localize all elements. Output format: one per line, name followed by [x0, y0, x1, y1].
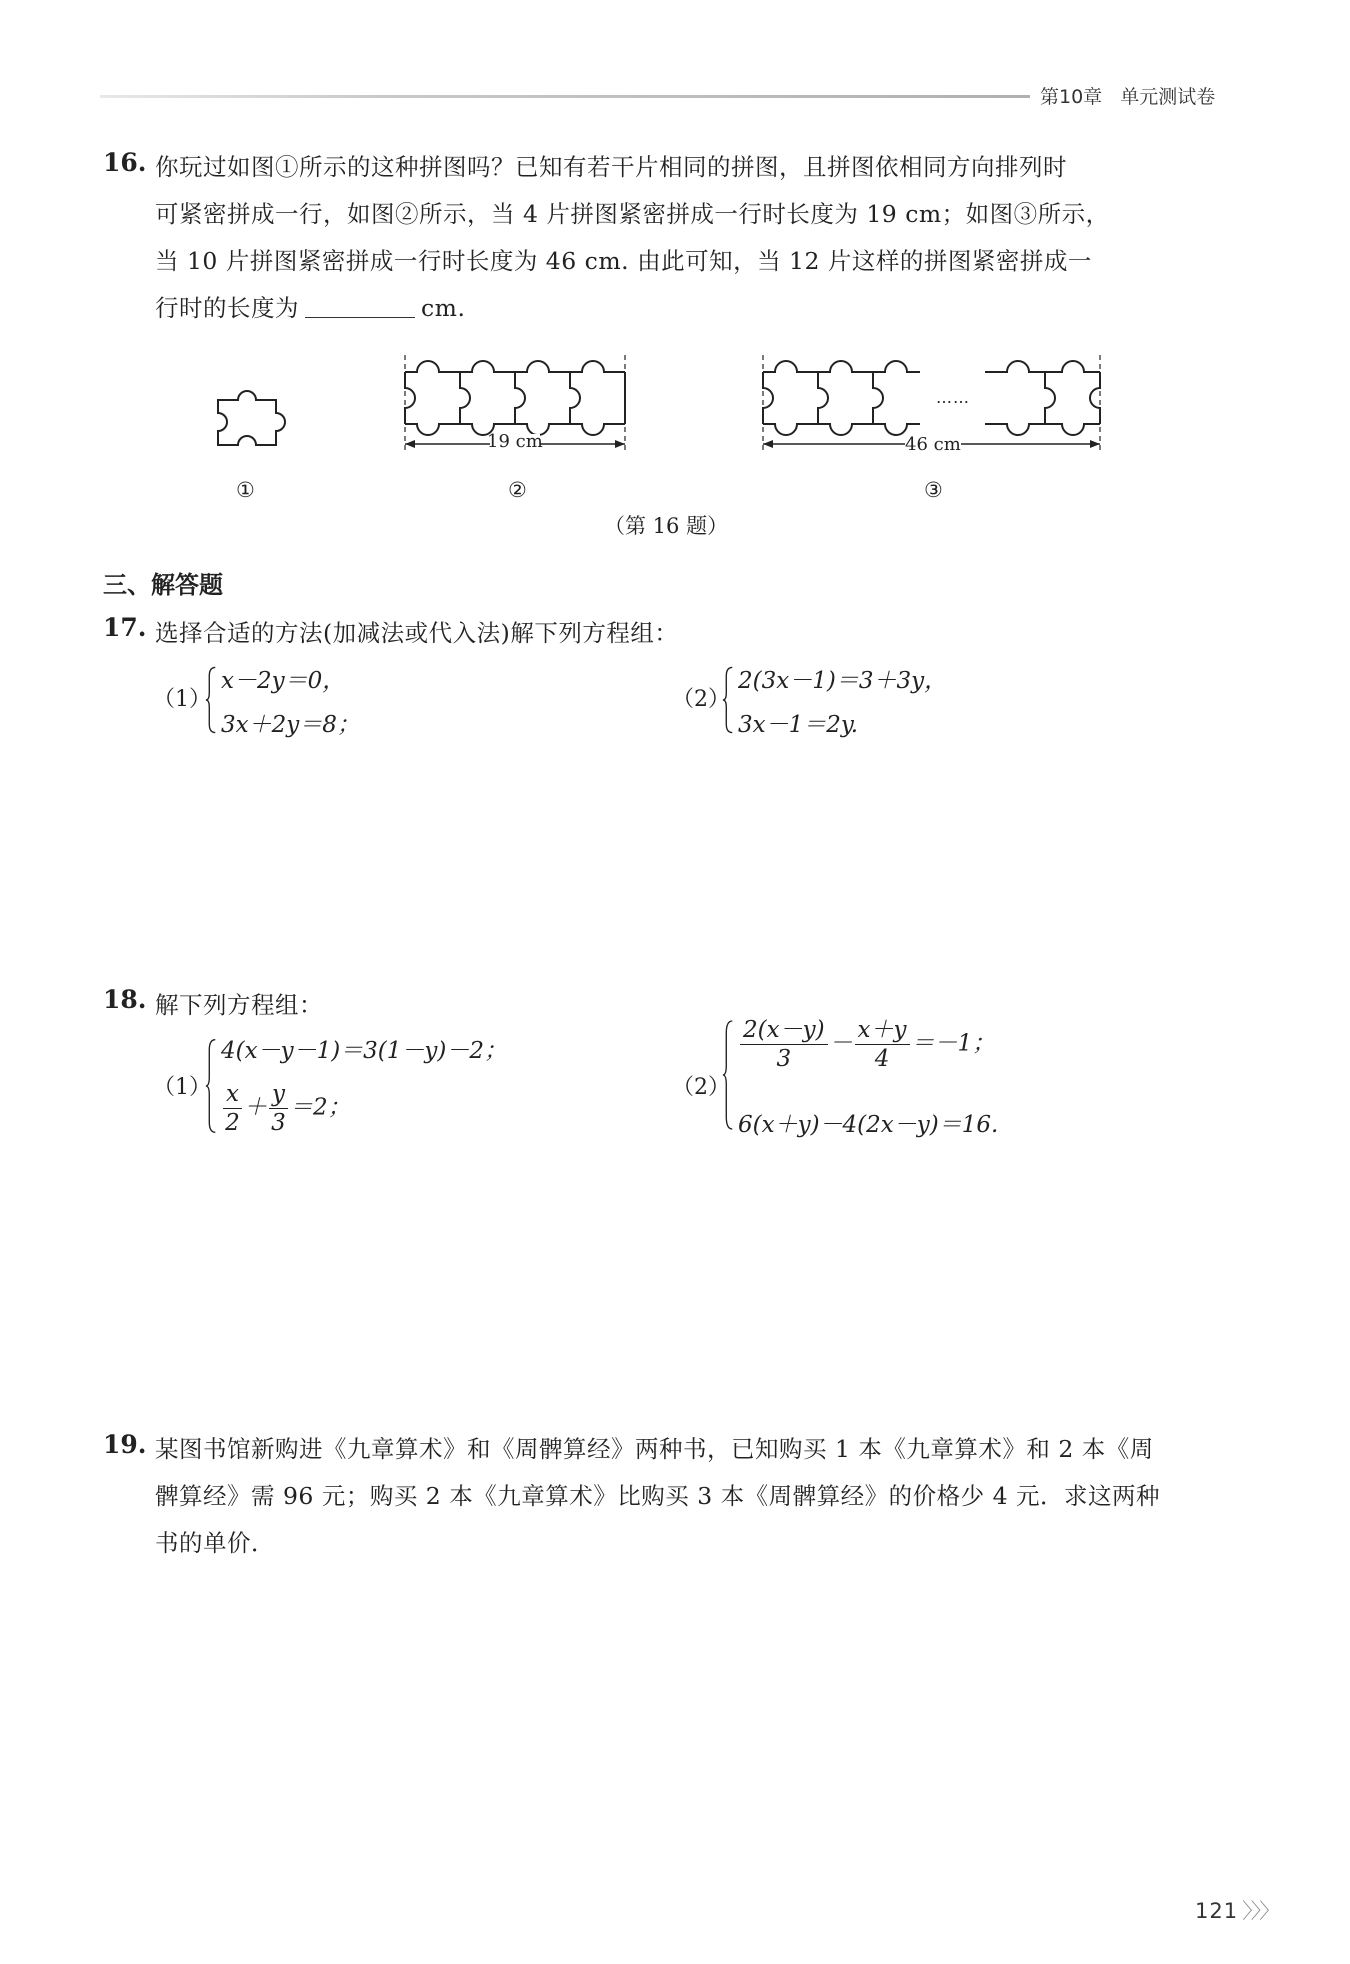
section-title: 三、解答题: [103, 571, 223, 599]
numerator: x: [223, 1080, 242, 1109]
q17-part1-label: （1）: [153, 687, 211, 712]
chapter-label: 第10章: [1040, 86, 1103, 108]
figure-label-3: ③: [924, 478, 943, 502]
rhs: ＝－1；: [911, 1030, 996, 1057]
q18-p1-eq1: 4(x－y－1)＝3(1－y)－2；: [221, 1038, 508, 1064]
puzzle-piece-figure-1: [200, 385, 300, 465]
q19-line-3: 书的单价．: [155, 1529, 275, 1557]
brace-icon: [722, 1010, 734, 1140]
brace-icon: [722, 660, 734, 740]
question-17-stem: [155, 610, 678, 657]
brace-icon: [205, 660, 217, 740]
q17-p1-eq1: x－2y＝0，: [221, 668, 346, 694]
q18-p2-eq1: [738, 1016, 995, 1073]
question-16-text: [155, 144, 1110, 332]
page-number: [1195, 1895, 1278, 1925]
rhs: ＝2；: [289, 1094, 351, 1121]
question-17-number: 17.: [103, 613, 147, 642]
q17-part2-label: （2）: [672, 687, 730, 712]
fraction: [855, 1016, 910, 1073]
brace-icon: [205, 1030, 217, 1142]
q16-unit: cm.: [421, 294, 466, 322]
q16-line-1: 你玩过如图①所示的这种拼图吗？已知有若干片相同的拼图，且拼图依相同方向排列时: [155, 153, 1067, 181]
denominator: 4: [874, 1046, 890, 1072]
numerator: 2(x－y): [740, 1016, 828, 1045]
question-19-number: 19.: [103, 1430, 147, 1459]
minus-sign: －: [829, 1030, 853, 1057]
q17-stem-text: 选择合适的方法(加减法或代入法)解下列方程组：: [155, 619, 679, 647]
chapter-title: 单元测试卷: [1120, 86, 1216, 108]
q17-p2-eq2: 3x－1＝2y.: [738, 712, 859, 738]
q18-part2-system: [722, 1010, 1142, 1140]
q19-line-2: 髀算经》需 96 元；购买 2 本《九章算术》比购买 3 本《周髀算经》的价格少 4 元．求这两种: [155, 1482, 1161, 1510]
denominator: 3: [776, 1046, 792, 1072]
ellipsis: ……: [936, 388, 970, 407]
running-head: [1040, 82, 1215, 109]
numerator: x＋y: [855, 1016, 910, 1045]
fraction: [269, 1080, 288, 1137]
header-rule: [100, 95, 1030, 98]
plus-sign: ＋: [243, 1094, 267, 1121]
dimension-46cm: 46 cm: [905, 434, 961, 455]
q18-part1-system: [205, 1030, 605, 1142]
figure-caption: （第 16 题）: [604, 514, 729, 538]
q18-part2-label: （2）: [672, 1075, 730, 1100]
q17-p2-eq1: 2(3x－1)＝3＋3y，: [738, 668, 948, 694]
numerator: y: [269, 1080, 288, 1109]
answer-blank[interactable]: [305, 291, 415, 318]
q17-part2-system: [722, 660, 1062, 740]
question-19-text: [155, 1426, 1160, 1567]
dimension-19cm: 19 cm: [487, 431, 543, 452]
q16-line-2: 可紧密拼成一行，如图②所示，当 4 片拼图紧密拼成一行时长度为 19 cm；如图③所示，: [155, 200, 1110, 228]
q16-line-3: 当 10 片拼图紧密拼成一行时长度为 46 cm. 由此可知，当 12 片这样的拼图紧密拼成一: [155, 247, 1092, 275]
chevron-right-icon: 〉〉〉: [1242, 1899, 1279, 1923]
fraction: [740, 1016, 828, 1073]
q18-p1-eq2: [221, 1080, 351, 1137]
q16-line-4: 行时的长度为: [155, 294, 299, 322]
q18-stem-text: 解下列方程组：: [155, 991, 323, 1019]
q17-part1-system: [205, 660, 505, 740]
question-16-number: 16.: [103, 148, 147, 177]
q18-part1-label: （1）: [153, 1075, 211, 1100]
q18-p2-eq2: 6(x＋y)－4(2x－y)＝16.: [738, 1112, 999, 1138]
question-18-stem: [155, 982, 323, 1029]
denominator: 3: [271, 1110, 286, 1136]
fraction: [223, 1080, 242, 1137]
denominator: 2: [225, 1110, 240, 1136]
figure-label-1: ①: [236, 478, 255, 502]
q19-line-1: 某图书馆新购进《九章算术》和《周髀算经》两种书，已知购买 1 本《九章算术》和 2 本《周: [155, 1435, 1154, 1463]
question-18-number: 18.: [103, 985, 147, 1014]
figure-label-2: ②: [508, 478, 527, 502]
q17-p1-eq2: 3x＋2y＝8；: [221, 712, 360, 738]
page-number-value: 121: [1195, 1899, 1239, 1923]
